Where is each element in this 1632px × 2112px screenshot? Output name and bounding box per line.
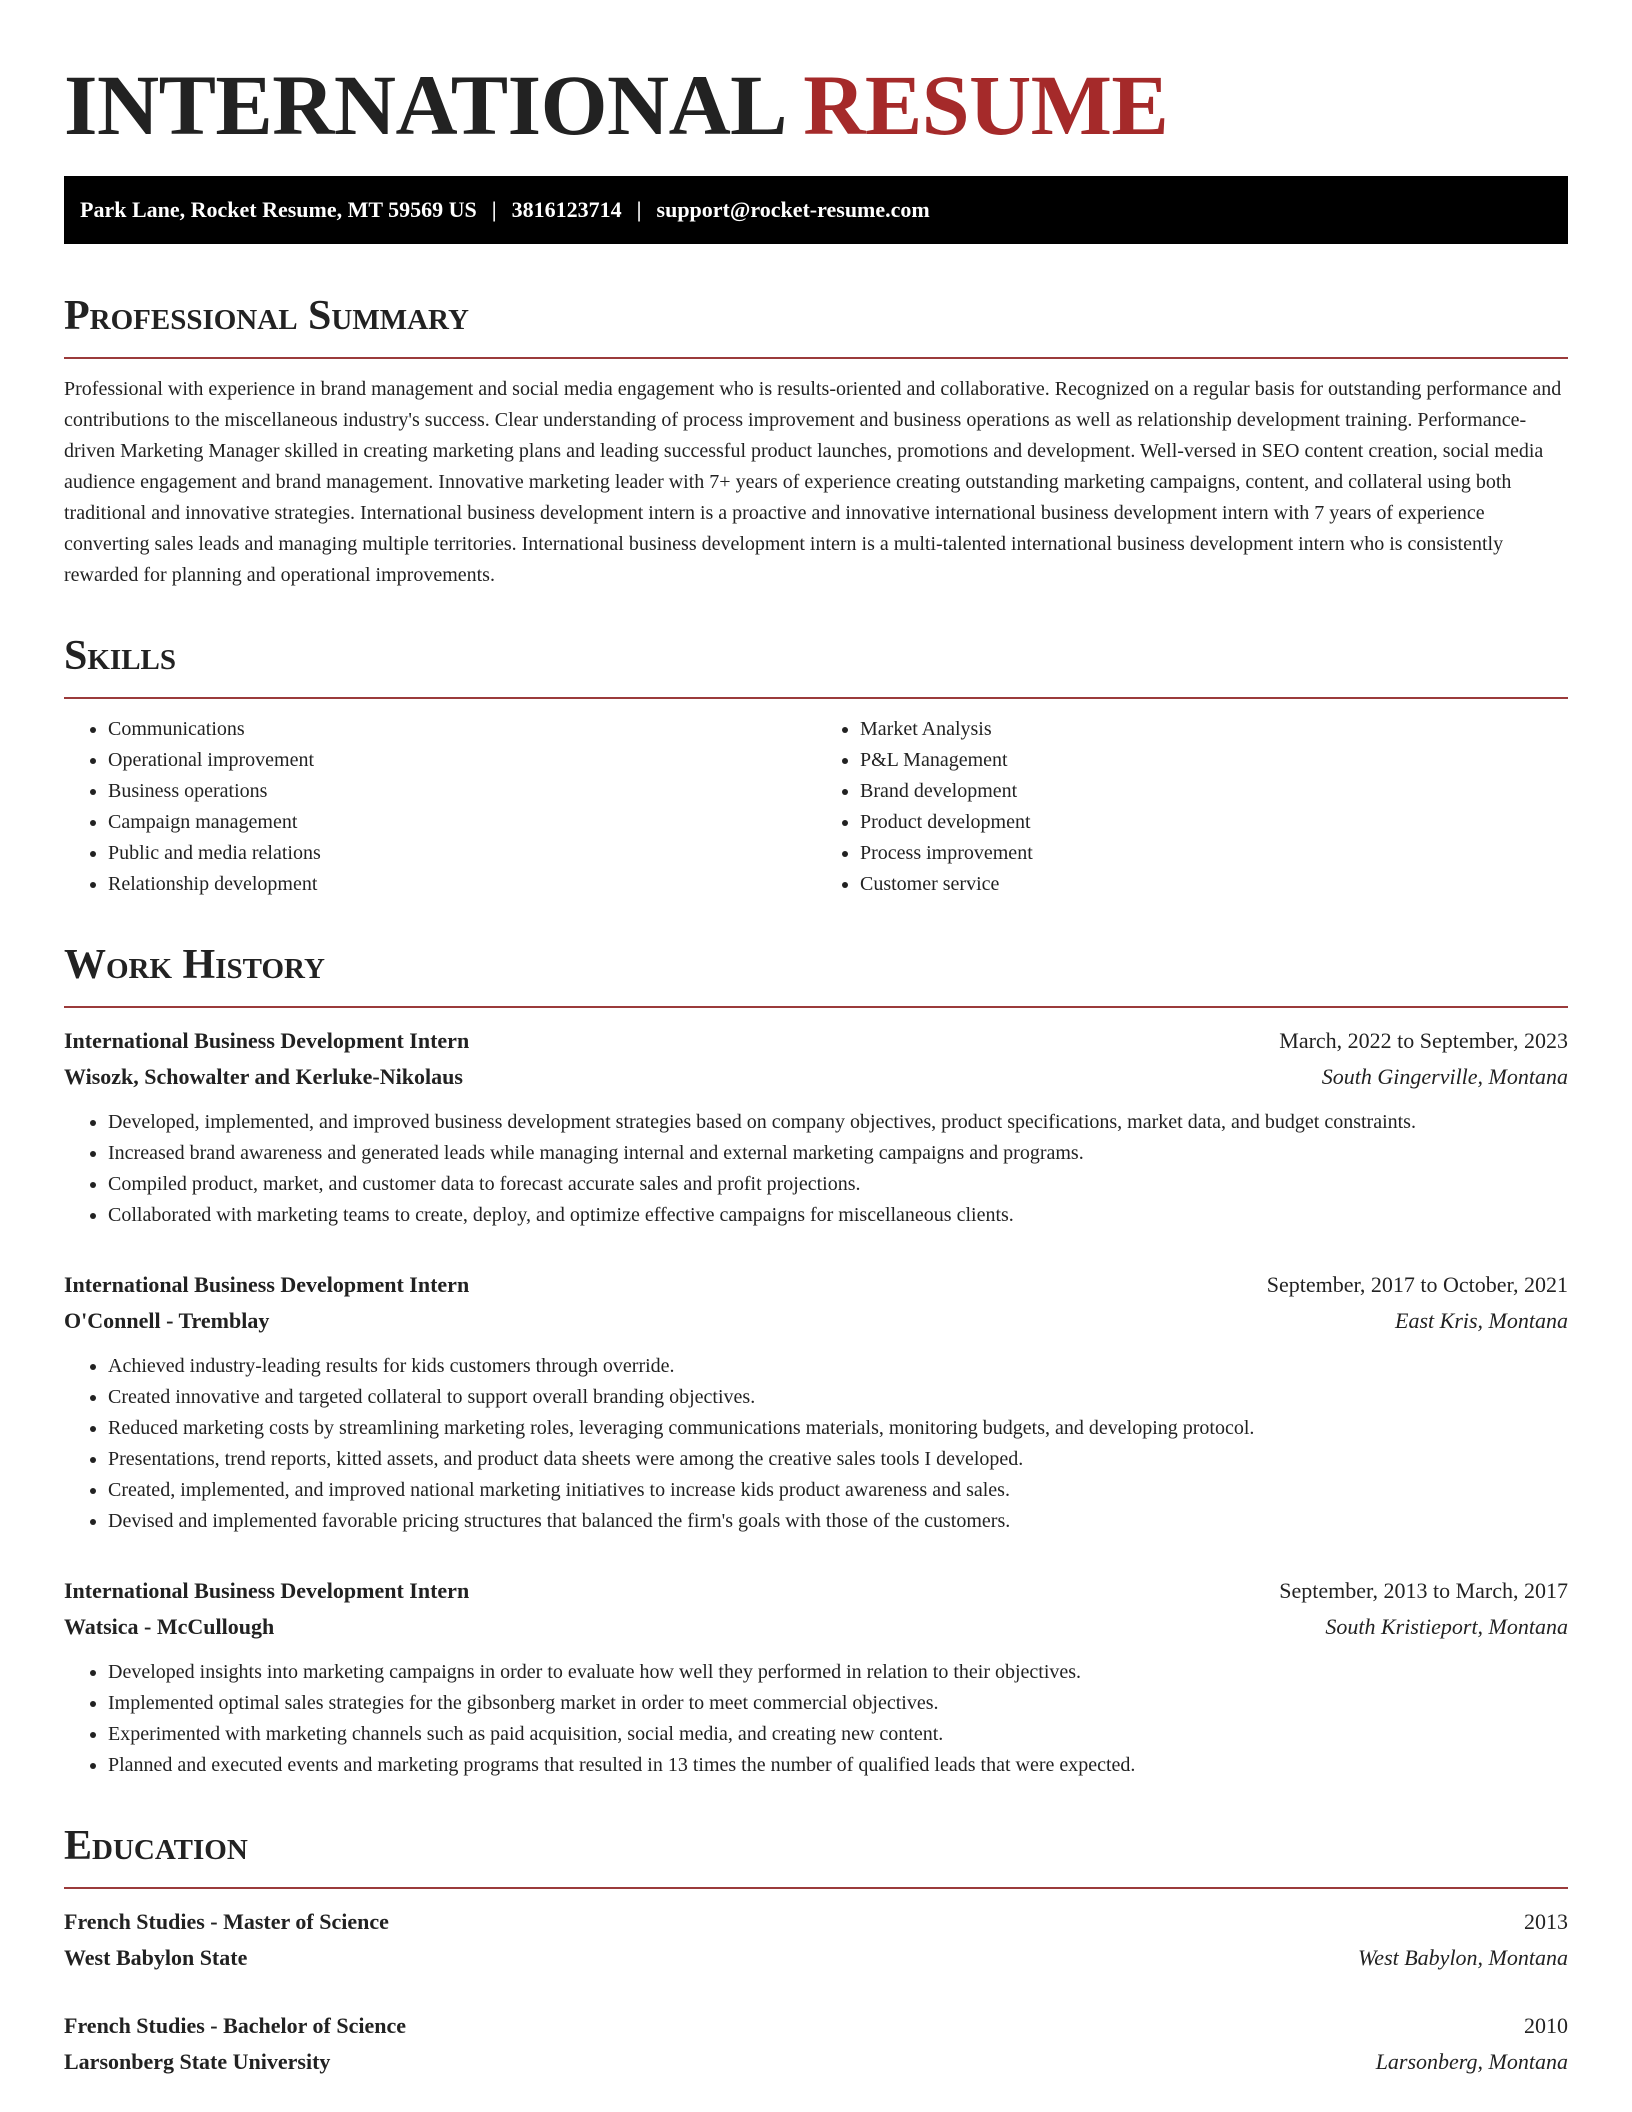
- job-title: International Business Development Intern: [64, 1272, 470, 1297]
- contact-bar: [64, 176, 1568, 244]
- job-dates: September, 2017 to October, 2021: [1266, 1272, 1568, 1297]
- job-header-row: [64, 1267, 1568, 1303]
- work-history-section: [64, 940, 1568, 1781]
- contact-email: support@rocket-resume.com: [656, 197, 930, 222]
- job-bullet: • Devised and implemented favorable pricing structures that balanced the firm's goals with those of the customers.: [108, 1506, 1568, 1537]
- section-divider: [64, 1006, 1568, 1008]
- resume-page: [64, 58, 1568, 2080]
- contact-address: Park Lane, Rocket Resume, MT 59569 US: [80, 197, 477, 222]
- education-school-row: [64, 2044, 1568, 2080]
- summary-section: [64, 291, 1568, 591]
- education-year: 2013: [1524, 1909, 1568, 1934]
- education-location: Larsonberg, Montana: [1375, 2049, 1568, 2074]
- job-bullet: • Reduced marketing costs by streamlining marketing roles, leveraging communications materials, monitoring budgets, and developing protocol.: [108, 1413, 1568, 1444]
- job-company-row: [64, 1303, 1568, 1339]
- contact-separator: |: [636, 197, 642, 222]
- job-company: Watsica - McCullough: [64, 1614, 275, 1639]
- skill-item: • P&L Management: [860, 745, 1568, 776]
- job-header-row: [64, 1023, 1568, 1059]
- skill-item: • Customer service: [860, 869, 1568, 900]
- job-bullet: • Increased brand awareness and generated leads while managing internal and external marketing campaigns and programs.: [108, 1138, 1568, 1169]
- section-heading: Education: [64, 1823, 248, 1869]
- title-accent: RESUME: [803, 57, 1169, 153]
- job-company-row: [64, 1059, 1568, 1095]
- job-bullet: • Created innovative and targeted collateral to support overall branding objectives.: [108, 1382, 1568, 1413]
- section-heading: Professional Summary: [64, 293, 469, 339]
- job-entry: [64, 1573, 1568, 1781]
- contact-separator: |: [491, 197, 497, 222]
- job-bullets: [64, 1107, 1568, 1231]
- education-entry: [64, 2008, 1568, 2080]
- job-bullets: [64, 1657, 1568, 1781]
- section-divider: [64, 1887, 1568, 1889]
- skill-item: • Market Analysis: [860, 714, 1568, 745]
- section-divider: [64, 357, 1568, 359]
- job-header-row: [64, 1573, 1568, 1609]
- job-bullet: • Presentations, trend reports, kitted assets, and product data sheets were among the creative sales tools I developed.: [108, 1444, 1568, 1475]
- job-bullet: • Achieved industry-leading results for kids customers through override.: [108, 1351, 1568, 1382]
- section-heading: Skills: [64, 633, 177, 679]
- job-company: O'Connell - Tremblay: [64, 1308, 270, 1333]
- skill-item: • Relationship development: [108, 869, 816, 900]
- job-location: South Kristieport, Montana: [1325, 1614, 1568, 1639]
- education-section: [64, 1821, 1568, 2080]
- education-year: 2010: [1524, 2013, 1568, 2038]
- education-degree: French Studies - Bachelor of Science: [64, 2013, 406, 2038]
- job-dates: March, 2022 to September, 2023: [1279, 1028, 1568, 1053]
- education-school-row: [64, 1940, 1568, 1976]
- education-school: West Babylon State: [64, 1945, 248, 1970]
- resume-title: [64, 58, 1568, 152]
- job-entry: [64, 1267, 1568, 1537]
- skill-item: • Product development: [860, 807, 1568, 838]
- education-degree: French Studies - Master of Science: [64, 1909, 389, 1934]
- skill-item: • Campaign management: [108, 807, 816, 838]
- job-location: East Kris, Montana: [1395, 1308, 1568, 1333]
- education-location: West Babylon, Montana: [1358, 1945, 1568, 1970]
- job-bullets: [64, 1351, 1568, 1537]
- job-bullet: • Experimented with marketing channels such as paid acquisition, social media, and creating new content.: [108, 1719, 1568, 1750]
- education-degree-row: [64, 1904, 1568, 1940]
- job-bullet: • Collaborated with marketing teams to create, deploy, and optimize effective campaigns for miscellaneous clients.: [108, 1200, 1568, 1231]
- job-dates: September, 2013 to March, 2017: [1279, 1578, 1568, 1603]
- skill-item: • Brand development: [860, 776, 1568, 807]
- job-company: Wisozk, Schowalter and Kerluke-Nikolaus: [64, 1064, 463, 1089]
- skill-item: • Public and media relations: [108, 838, 816, 869]
- skill-item: • Communications: [108, 714, 816, 745]
- education-school: Larsonberg State University: [64, 2049, 331, 2074]
- skill-item: • Process improvement: [860, 838, 1568, 869]
- section-heading: Work History: [64, 942, 325, 988]
- section-divider: [64, 697, 1568, 699]
- job-bullet: • Developed, implemented, and improved business development strategies based on company objectives, product specifications, market data, and budget constraints.: [108, 1107, 1568, 1138]
- contact-phone: 3816123714: [511, 197, 622, 222]
- job-bullet: • Compiled product, market, and customer data to forecast accurate sales and profit projections.: [108, 1169, 1568, 1200]
- job-bullet: • Implemented optimal sales strategies for the gibsonberg market in order to meet commercial objectives.: [108, 1688, 1568, 1719]
- job-bullet: • Planned and executed events and marketing programs that resulted in 13 times the number of qualified leads that were expected.: [108, 1750, 1568, 1781]
- skill-item: • Business operations: [108, 776, 816, 807]
- skill-item: • Operational improvement: [108, 745, 816, 776]
- job-title: International Business Development Intern: [64, 1028, 470, 1053]
- education-degree-row: [64, 2008, 1568, 2044]
- job-company-row: [64, 1609, 1568, 1645]
- education-entry: [64, 1904, 1568, 1976]
- job-entry: [64, 1023, 1568, 1231]
- summary-text: Professional with experience in brand management and social media engagement who is results-oriented and collaborative. Recognized on a regular basis for outstanding performance and contributions to the miscellaneous industry's success. Clear understanding of process improvement and business operations as well as relationship development training. Performance-driven Marketing Manager skilled in creating marketing plans and leading successful product launches, promotions and development. Well-versed in SEO content creation, social media audience engagement and brand management. Innovative marketing leader with 7+ years of experience creating outstanding marketing campaigns, content, and collateral using both traditional and innovative strategies. International business development intern is a proactive and innovative international business development intern with 7 years of experience converting sales leads and managing multiple territories. International business development intern is a multi-talented international business development intern who is consistently rewarded for planning and operational improvements.: [64, 378, 1562, 586]
- title-main: INTERNATIONAL: [64, 57, 783, 153]
- skills-section: [64, 631, 1568, 900]
- job-bullet: • Developed insights into marketing campaigns in order to evaluate how well they performed in relation to their objectives.: [108, 1657, 1568, 1688]
- skills-column-right: [816, 714, 1568, 900]
- skills-grid: [64, 714, 1568, 900]
- job-bullet: • Created, implemented, and improved national marketing initiatives to increase kids product awareness and sales.: [108, 1475, 1568, 1506]
- job-title: International Business Development Intern: [64, 1578, 470, 1603]
- job-location: South Gingerville, Montana: [1321, 1064, 1568, 1089]
- skills-column-left: [64, 714, 816, 900]
